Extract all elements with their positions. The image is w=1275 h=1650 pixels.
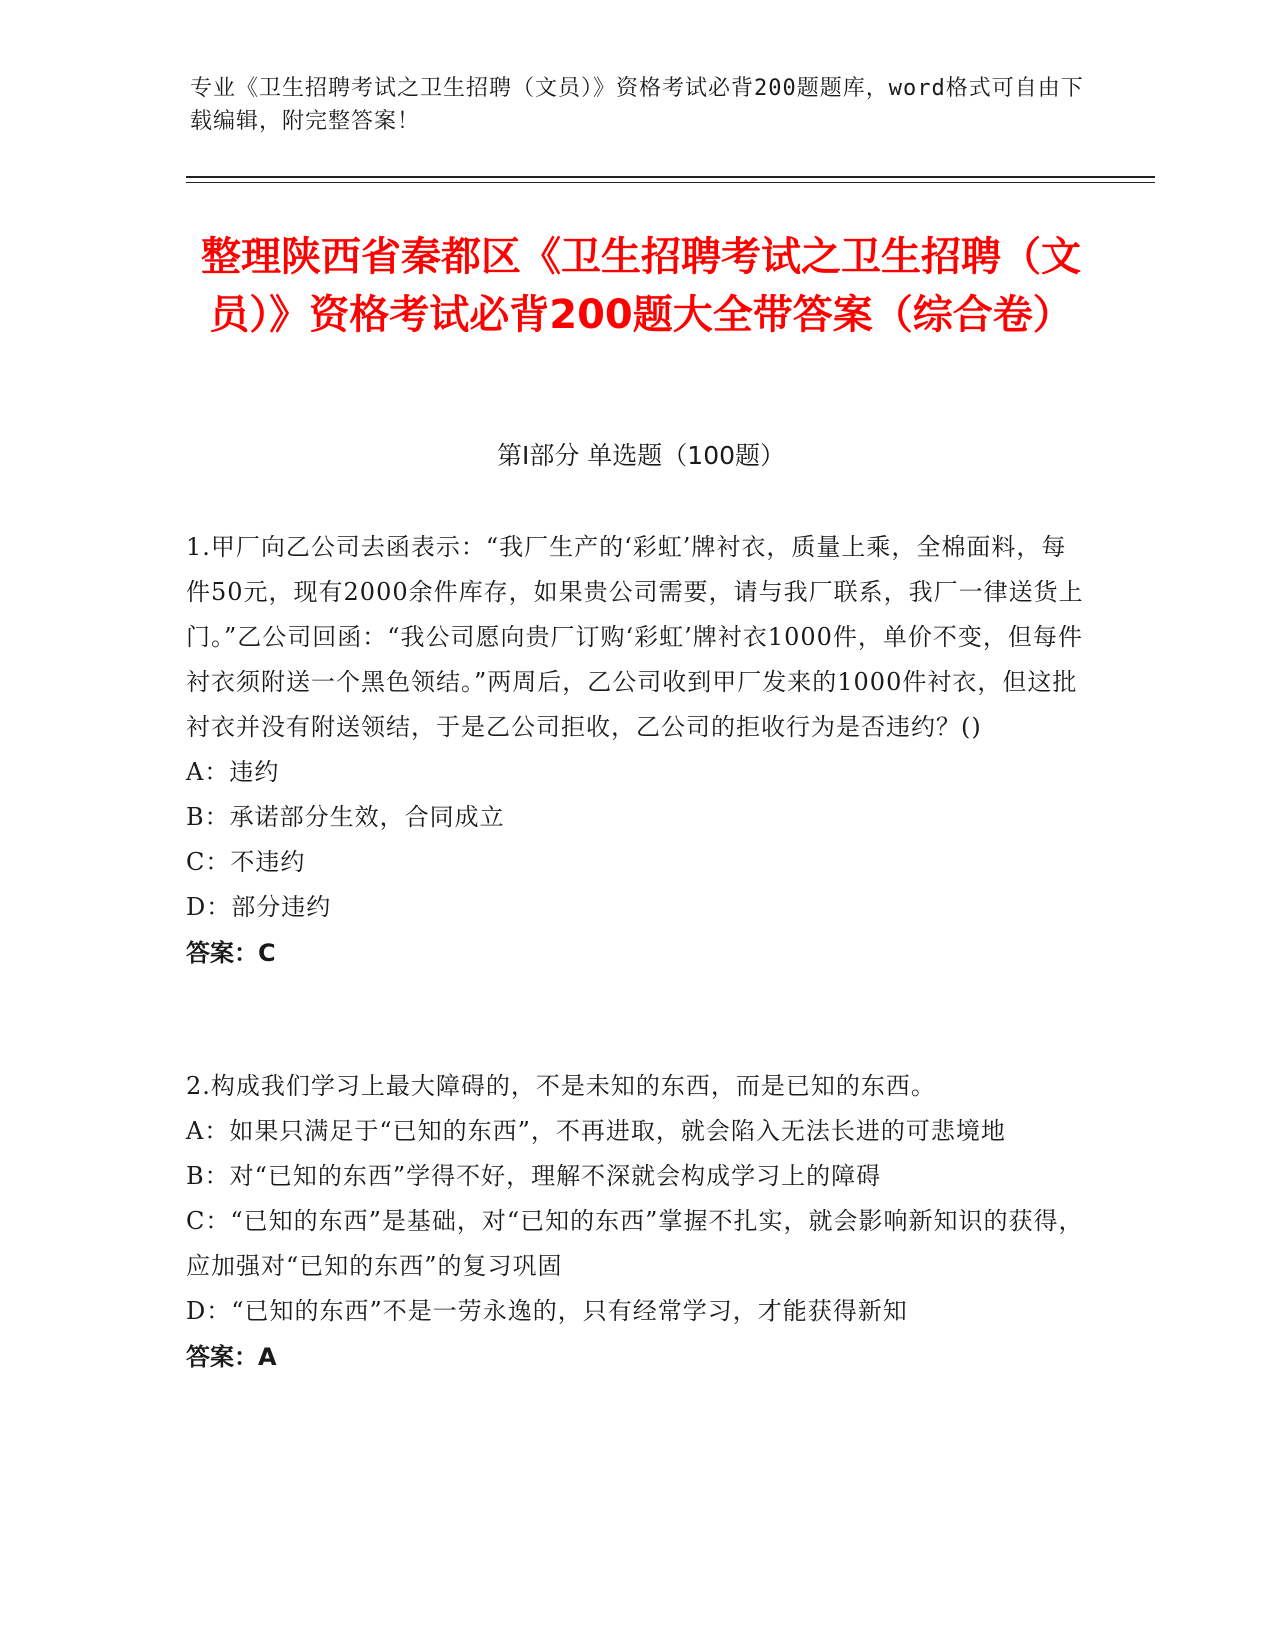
option-b: B：对“已知的东西”学得不好，理解不深就会构成学习上的障碍 bbox=[186, 1162, 882, 1190]
question-stem: 2.构成我们学习上最大障碍的，不是未知的东西，而是已知的东西。 bbox=[186, 1072, 936, 1100]
option-d: D：“已知的东西”不是一劳永逸的，只有经常学习，才能获得新知 bbox=[186, 1297, 908, 1325]
question-block bbox=[186, 1064, 1086, 1380]
option-a: A：如果只满足于“已知的东西”，不再进取，就会陷入无法长进的可悲境地 bbox=[186, 1117, 1006, 1145]
header-rule-thin bbox=[186, 182, 1155, 183]
option-a: A：违约 bbox=[186, 758, 280, 786]
option-d: D：部分违约 bbox=[186, 893, 332, 921]
option-c: C：“已知的东西”是基础，对“已知的东西”掌握不扎实，就会影响新知识的获得，应加强对“已知的东西”的复习巩固 bbox=[186, 1207, 1084, 1280]
answer-label: 答案：A bbox=[186, 1343, 277, 1371]
answer-label: 答案：C bbox=[186, 939, 276, 967]
question-block bbox=[186, 525, 1086, 976]
header-rule-thick bbox=[186, 176, 1155, 178]
section-heading: 第I部分 单选题（100题） bbox=[496, 441, 786, 470]
document-title: 整理陕西省秦都区《卫生招聘考试之卫生招聘（文员）》资格考试必背200题大全带答案（综合卷） bbox=[201, 234, 1081, 338]
option-c: C：不违约 bbox=[186, 848, 306, 876]
option-b: B：承诺部分生效，合同成立 bbox=[186, 803, 505, 831]
intro-text: 专业《卫生招聘考试之卫生招聘（文员）》资格考试必背200题题库，word格式可自由下载编辑，附完整答案！ bbox=[190, 76, 1084, 134]
question-stem: 1.甲厂向乙公司去函表示：“我厂生产的‘彩虹’牌衬衣，质量上乘，全棉面料，每件50元，现有2000余件库存，如果贵公司需要，请与我厂联系，我厂一律送货上门。”乙公司回函：“我公司愿向贵厂订购‘彩虹’牌衬衣1000件，单价不变，但每件衬衣须附送一个黑色领结。”两周后，乙公司收到甲厂发来的1000件衬衣，但这批衬衣并没有附送领结，于是乙公司拒收，乙公司的拒收行为是否违约？() bbox=[186, 533, 1084, 741]
